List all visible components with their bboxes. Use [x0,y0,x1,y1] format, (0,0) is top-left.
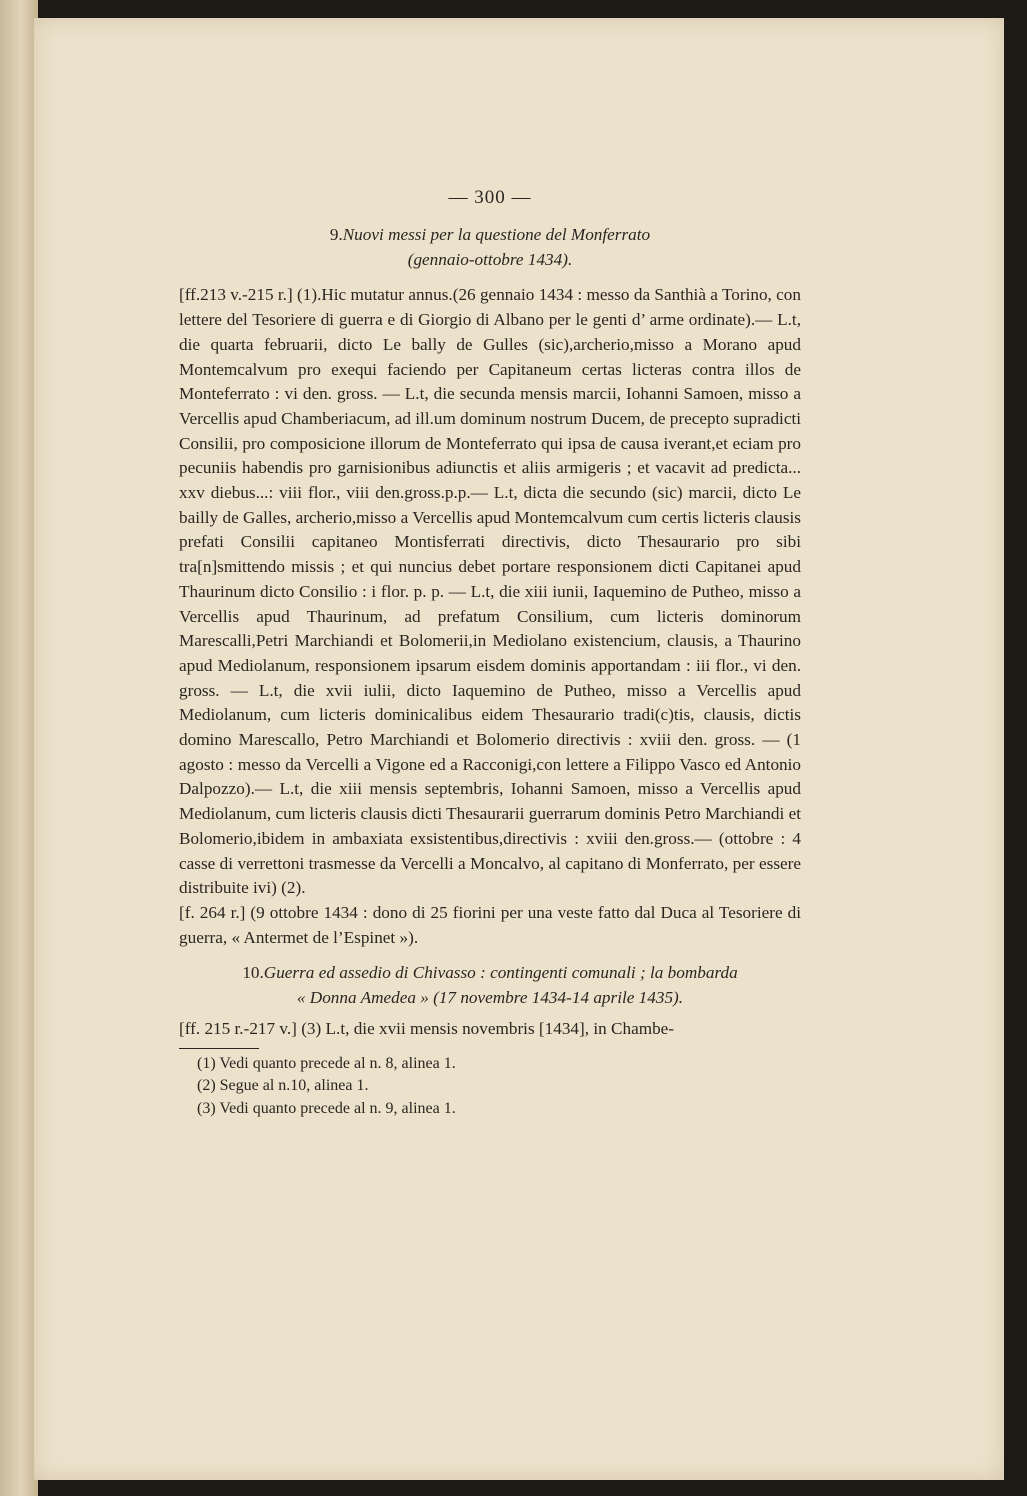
section-9-heading [179,223,801,272]
section-10-heading [179,961,801,1010]
section-10-title-line2: « Donna Amedea » (17 novembre 1434-14 aprile 1435). [296,988,684,1008]
section-10-number: 10. [242,963,264,983]
book-spine [0,0,38,1496]
page-text [179,183,801,1120]
paragraph-3: [ff. 215 r.-217 v.] (3) L.t, die xvii mensis novembris [1434], in Chambe- [179,1018,675,1038]
paragraph-1: [ff.213 v.-215 r.] (1).Hic mutatur annus.(26 gennaio 1434 : messo da Santhià a Torino, con lettere del Tesoriere di guerra e di Giorgio di Albano per le genti d’ arme ordinate).— L.t, die quarta februarii, dicto Le bally de Gulles (sic),archerio,misso a Morano apud Montemcalvum pro exequi faciendo per Capitaneum certas licteras contra illos de Monteferrato : vi den. gross. — L.t, die secunda mensis marcii, Iohanni Samoen, misso a Vercellis apud Chamberiacum, ad ill.um dominum nostrum Ducem, de precepto supradicti Consilii, pro composicione illorum de Monteferrato qui ipsa de causa iverant,et eciam pro pecuniis habendis pro garnisionibus adiunctis et aliis armigeris ; et vacavit ad predicta... xxv diebus...: viii flor., viii den.gross.p.p.— L.t, dicta die secundo (sic) marcii, dicto Le bailly de Galles, archerio,misso a Vercellis apud Montemcalvum cum certis licteris clausis prefati Consilii capitaneo Montisferrati directivis, dicto Thesaurario pro sibi tra[n]smittendo missis ; et qui nuncius debet portare responsionem dicti Capitanei apud Thaurinum dicto Consilio : i flor. p. p. — L.t, die xiii iunii, Iaquemino de Putheo, misso a Vercellis apud Thaurinum, ad prefatum Consilium, cum licteris dominorum Marescalli,Petri Marchiandi et Bolomerii,in Mediolano existencium, clausis, a Thaurino apud Mediolanum, responsionem ipsarum eisdem dominis apportandam : iii flor., vi den. gross. — L.t, die xvii iulii, dicto Iaquemino de Putheo, misso a Vercellis apud Mediolanum, cum licteris dominicalibus eidem Thesaurario tradi(c)tis, clausis, dictis domino Marescallo, Petro Marchiandi et Bolomerio directivis : xviii den. gross. — (1 agosto : messo da Vercelli a Vigone ed a Racconigi,con lettere a Filippo Vasco ed Antonio Dalpozzo).— L.t, die xiii mensis septembris, Iohanni Samoen, misso a Vercellis apud Mediolanum, cum licteris clausis dicti Thesaurarii guerrarum dominis Petro Marchiandi et Bolomerio,ibidem in ambaxiata exsistentibus,directivis : xviii den.gross.— (ottobre : 4 casse di verrettoni trasmesse da Vercelli a Moncalvo, al capitano di Monferrato, per essere distribuite ivi) (2). [179,285,801,898]
section-9-title-line2: (gennaio-ottobre 1434). [407,249,573,269]
footnote-1: (1) Vedi quanto precede al n. 8, alinea 1. [197,1054,456,1072]
section-9-number: 9. [329,225,343,244]
footnote-3: (3) Vedi quanto precede al n. 9, alinea 1. [197,1099,456,1117]
book-page [34,18,1004,1480]
paragraph-2: [f. 264 r.] (9 ottobre 1434 : dono di 25 fiorini per una veste fatto dal Duca al Tesoriere di guerra, « Antermet de l’Espinet »). [179,902,801,947]
section-9-title-line1: Nuovi messi per la questione del Monferrato [342,225,651,244]
footnote-2: (2) Segue al n.10, alinea 1. [197,1077,369,1094]
page-number: — 300 — [448,187,532,208]
footnote-rule [179,1048,259,1049]
section-10-title-line1: Guerra ed assedio di Chivasso : contingenti comunali ; la bombarda [263,963,738,983]
